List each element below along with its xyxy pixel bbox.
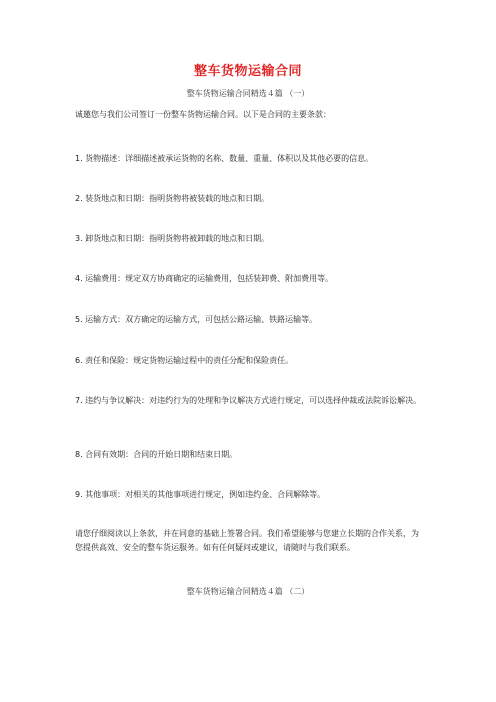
clause-4: 4. 运输费用：规定双方协商确定的运输费用，包括装卸费、附加费用等。 [75,274,334,283]
clause-9: 9. 其他事项：对相关的其他事项进行规定，例如违约金、合同解除等。 [75,490,326,499]
intro-paragraph: 诚邀您与我们公司签订一份整车货物运输合同。以下是合同的主要条款： [75,110,331,119]
clause-3: 3. 卸货地点和日期：指明货物将被卸载的地点和日期。 [75,234,270,243]
document-title: 整车货物运输合同 [193,64,302,79]
section-heading-2: 整车货物运输合同精选４篇 （二） [186,587,310,596]
clause-1: 1. 货物描述：详细描述被承运货物的名称、数量、重量、体积以及其他必要的信息。 [75,154,374,163]
clause-8: 8. 合同有效期：合同的开始日期和结束日期。 [75,450,238,459]
section-heading-1: 整车货物运输合同精选４篇 （一） [186,89,310,98]
clause-2: 2. 装货地点和日期：指明货物将被装载的地点和日期。 [75,194,270,203]
closing-paragraph: 请您仔细阅读以上条款，并在同意的基础上签署合同。我们希望能够与您建立长期的合作关系，为您提供高效、安全的整车货运服务。如有任何疑问或建议，请随时与我们联系。 [75,529,419,552]
clause-5: 5. 运输方式：双方确定的运输方式，可包括公路运输、铁路运输等。 [75,315,318,324]
clause-7: 7. 违约与争议解决：对违约行为的处理和争议解决方式进行规定，可以选择仲裁或法院诉讼解决。 [75,396,422,405]
clause-6: 6. 责任和保险：规定货物运输过程中的责任分配和保险责任。 [75,356,294,365]
